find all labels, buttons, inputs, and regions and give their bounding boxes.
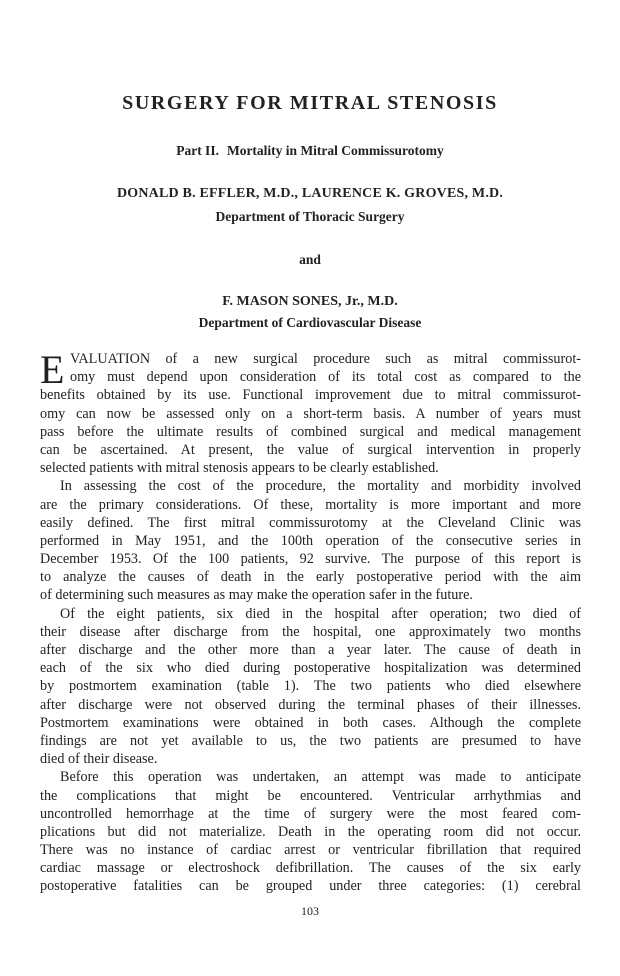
body-line: after discharge were not observed during the terminal phases of their illnesses. — [40, 696, 581, 713]
body-line: plications but did not materialize. Death in the operating room did not occur. — [40, 823, 581, 840]
body-line: benefits obtained by its use. Functional improvement due to mitral commissurot- — [40, 387, 581, 404]
body-line: Postmortem examinations were obtained in both cases. Although the complete — [40, 714, 581, 731]
drop-cap: E — [40, 347, 65, 392]
body-line: omy can now be assessed only on a short-term basis. A number of years must — [40, 405, 581, 422]
department-cardiovascular: Department of Cardiovascular Disease — [198, 315, 422, 330]
body-line: omy must depend upon consideration of its total cost as compared to the — [70, 369, 581, 386]
author-third: F. MASON SONES, Jr., M.D. — [222, 294, 398, 309]
body-line: to analyze the causes of death in the early postoperative period with the aim — [40, 569, 581, 586]
body-line: findings are not yet available to us, the two patients are presumed to have — [40, 732, 581, 749]
body-line: pass before the ultimate results of combined surgical and medical management — [40, 423, 581, 440]
part-label: Part II. — [176, 143, 219, 158]
department-thoracic: Department of Thoracic Surgery — [215, 209, 405, 224]
body-line: by postmortem examination (table 1). The two patients who died elsewhere — [40, 678, 581, 695]
body-line: of determining such measures as may make the operation safer in the future. — [40, 587, 473, 604]
body-line: each of the six who died during postoperative hospitalization was determined — [40, 660, 581, 677]
body-line: selected patients with mitral stenosis appears to be clearly established. — [40, 460, 439, 477]
body-line: uncontrolled hemorrhage at the time of surgery were the most feared com- — [40, 805, 581, 822]
body-line: the complications that might be encountered. Ventricular arrhythmias and — [40, 787, 581, 804]
body-line: In assessing the cost of the procedure, the mortality and morbidity involved — [60, 478, 581, 495]
body-line: easily defined. The first mitral commissurotomy at the Cleveland Clinic was — [40, 514, 581, 531]
body-line: Of the eight patients, six died in the hospital after operation; two died of — [60, 605, 581, 622]
body-line: after discharge and the other more than a year later. The cause of death in — [40, 642, 581, 658]
body-line: their disease after discharge from the hospital, one approximately two months — [40, 623, 581, 640]
author-list: DONALD B. EFFLER, M.D., LAURENCE K. GROVES, M.D. — [116, 186, 504, 201]
subtitle-text: Mortality in Mitral Commissurotomy — [226, 143, 444, 158]
article-subtitle — [0, 143, 620, 159]
author-conjunction: and — [299, 252, 321, 267]
body-line: died of their disease. — [40, 751, 158, 768]
body-line: postoperative fatalities can be grouped under three categories: (1) cerebral — [40, 878, 581, 895]
body-line: December 1953. Of the 100 patients, 92 survive. The purpose of this report is — [40, 551, 581, 568]
body-line: Before this operation was undertaken, an attempt was made to anticipate — [60, 769, 581, 786]
page-number: 103 — [301, 904, 319, 918]
body-line: There was no instance of cardiac arrest or ventricular fibrillation that required — [40, 842, 581, 859]
article-title: SURGERY FOR MITRAL STENOSIS — [122, 92, 498, 114]
body-line: can be ascertained. At present, the value of surgical intervention in properly — [40, 441, 581, 458]
body-line: performed in May 1951, and the 100th operation of the consecutive series in — [40, 532, 581, 549]
article-body — [40, 347, 581, 896]
body-line: VALUATION of a new surgical procedure such as mitral commissurot- — [70, 351, 581, 367]
body-line: are the primary considerations. Of these, mortality is more important and more — [40, 496, 581, 513]
body-line: cardiac massage or electroshock defibrillation. The causes of the six early — [40, 860, 581, 877]
